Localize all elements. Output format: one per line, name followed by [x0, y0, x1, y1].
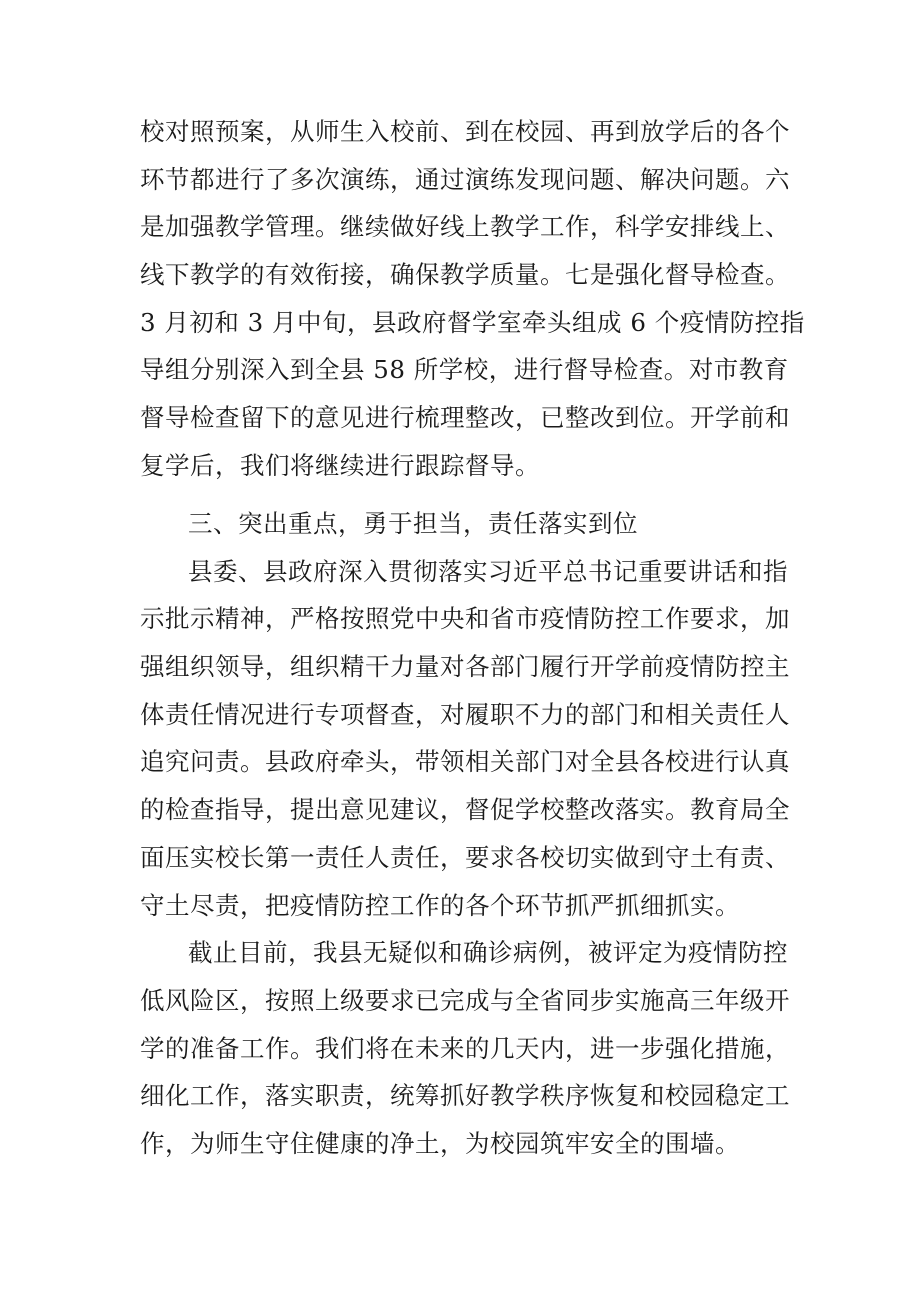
- paragraph-continued: [140, 108, 805, 490]
- text-line: 督导检查留下的意见进行梳理整改，已整改到位。开学前和: [140, 403, 790, 433]
- text-line: 低风险区，按照上级要求已完成与全省同步实施高三年级开: [140, 985, 790, 1015]
- text-line: 校对照预案，从师生入校前、到在校园、再到放学后的各个: [140, 117, 790, 146]
- text-line: 3 月初和 3 月中旬，县政府督学室牵头组成 6 个疫情防控指: [140, 307, 805, 337]
- text-line: 县委、县政府深入贯彻落实习近平总书记重要讲话和指: [188, 556, 788, 586]
- text-line: 面压实校长第一责任人责任，要求各校切实做到守土有责、: [140, 842, 790, 872]
- section-three: [140, 500, 790, 1168]
- text-line: 追究问责。县政府牵头，带领相关部门对全县各校进行认真: [140, 747, 790, 777]
- text-line: 作，为师生守住健康的净土，为校园筑牢安全的围墙。: [140, 1128, 740, 1158]
- text-line: 是加强教学管理。继续做好线上教学工作，科学安排线上、: [140, 212, 790, 242]
- text-line: 环节都进行了多次演练，通过演练发现问题、解决问题。六: [140, 164, 790, 194]
- section-heading: 三、突出重点，勇于担当，责任落实到位: [188, 509, 638, 538]
- text-line: 线下教学的有效衔接，确保教学质量。七是强化督导检查。: [140, 260, 790, 290]
- text-line: 守土尽责，把疫情防控工作的各个环节抓严抓细抓实。: [140, 890, 740, 920]
- text-line: 复学后，我们将继续进行跟踪督导。: [140, 450, 540, 480]
- text-line: 示批示精神，严格按照党中央和省市疫情防控工作要求，加: [140, 604, 790, 634]
- text-line: 截止目前，我县无疑似和确诊病例，被评定为疫情防控: [188, 938, 788, 968]
- text-line: 导组分别深入到全县 58 所学校，进行督导检查。对市教育: [140, 355, 789, 385]
- text-line: 强组织领导，组织精干力量对各部门履行开学前疫情防控主: [140, 652, 790, 682]
- text-line: 学的准备工作。我们将在未来的几天内，进一步强化措施，: [140, 1033, 790, 1063]
- text-line: 的检查指导，提出意见建议，督促学校整改落实。教育局全: [140, 795, 790, 825]
- text-line: 体责任情况进行专项督查，对履职不力的部门和相关责任人: [140, 699, 790, 729]
- text-line: 细化工作，落实职责，统筹抓好教学秩序恢复和校园稳定工: [140, 1081, 790, 1111]
